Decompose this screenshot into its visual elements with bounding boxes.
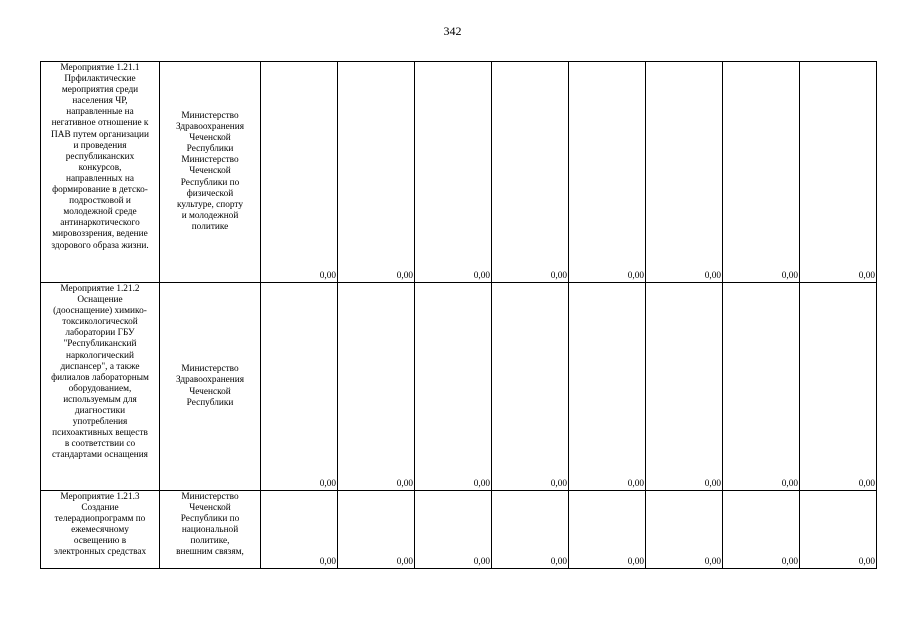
value-cell: 0,00: [646, 283, 723, 491]
value-cell: 0,00: [338, 62, 415, 283]
activity-name-cell: [41, 283, 160, 491]
table-row: [41, 62, 877, 283]
value-cell: 0,00: [338, 491, 415, 569]
executor-cell: [160, 283, 261, 491]
value-cell: 0,00: [261, 62, 338, 283]
table-row: [41, 283, 877, 491]
value-cell: 0,00: [800, 491, 877, 569]
page-number: 342: [443, 24, 462, 38]
value-cell: 0,00: [569, 62, 646, 283]
value-cell: 0,00: [415, 491, 492, 569]
budget-table: [40, 61, 877, 569]
value-cell: 0,00: [492, 491, 569, 569]
executor-name: Министерство Здравоохранения Чеченской Республики Министерство Чеченской Республики по физической культуре, спорту и молодежной политике: [175, 110, 245, 232]
value-cell: 0,00: [723, 491, 800, 569]
value-cell: 0,00: [800, 62, 877, 283]
activity-name-cell: [41, 491, 160, 569]
value-cell: 0,00: [492, 283, 569, 491]
value-cell: 0,00: [415, 283, 492, 491]
value-cell: 0,00: [800, 283, 877, 491]
executor-name: Министерство Чеченской Республики по национальной политике, внешним связям,: [176, 492, 244, 558]
value-cell: 0,00: [646, 491, 723, 569]
value-cell: 0,00: [569, 491, 646, 569]
executor-name: Министерство Здравоохранения Чеченской Республики: [175, 364, 245, 408]
value-cell: 0,00: [723, 283, 800, 491]
activity-name: Мероприятие 1.21.2 Оснащение (дооснащение) химико- токсикологической лаборатории ГБУ "Республиканский наркологический диспансер", а также филиалов лабораторным оборудованием, используемым для диагностики употребления психоактивных веществ в соответствии со стандартами оснащения: [51, 284, 149, 461]
value-cell: 0,00: [492, 62, 569, 283]
executor-cell: [160, 62, 261, 283]
value-cell: 0,00: [415, 62, 492, 283]
value-cell: 0,00: [261, 491, 338, 569]
table-row: [41, 491, 877, 569]
activity-name: Мероприятие 1.21.1 Прфилактические мероприятия среди населения ЧР, направленные на негативное отношение к ПАВ путем организации и проведения республиканских конкурсов, направленных на формирование в детско- подростковой и молодежной среде антинаркотического мировоззрения, ведение здорового образа жизни.: [51, 63, 149, 251]
value-cell: 0,00: [338, 283, 415, 491]
value-cell: 0,00: [261, 283, 338, 491]
activity-name: Мероприятие 1.21.3 Создание телерадиопрограмм по ежемесячному освещению в электронных средствах: [53, 492, 147, 558]
activity-name-cell: [41, 62, 160, 283]
value-cell: 0,00: [723, 62, 800, 283]
executor-cell: [160, 491, 261, 569]
value-cell: 0,00: [569, 283, 646, 491]
value-cell: 0,00: [646, 62, 723, 283]
